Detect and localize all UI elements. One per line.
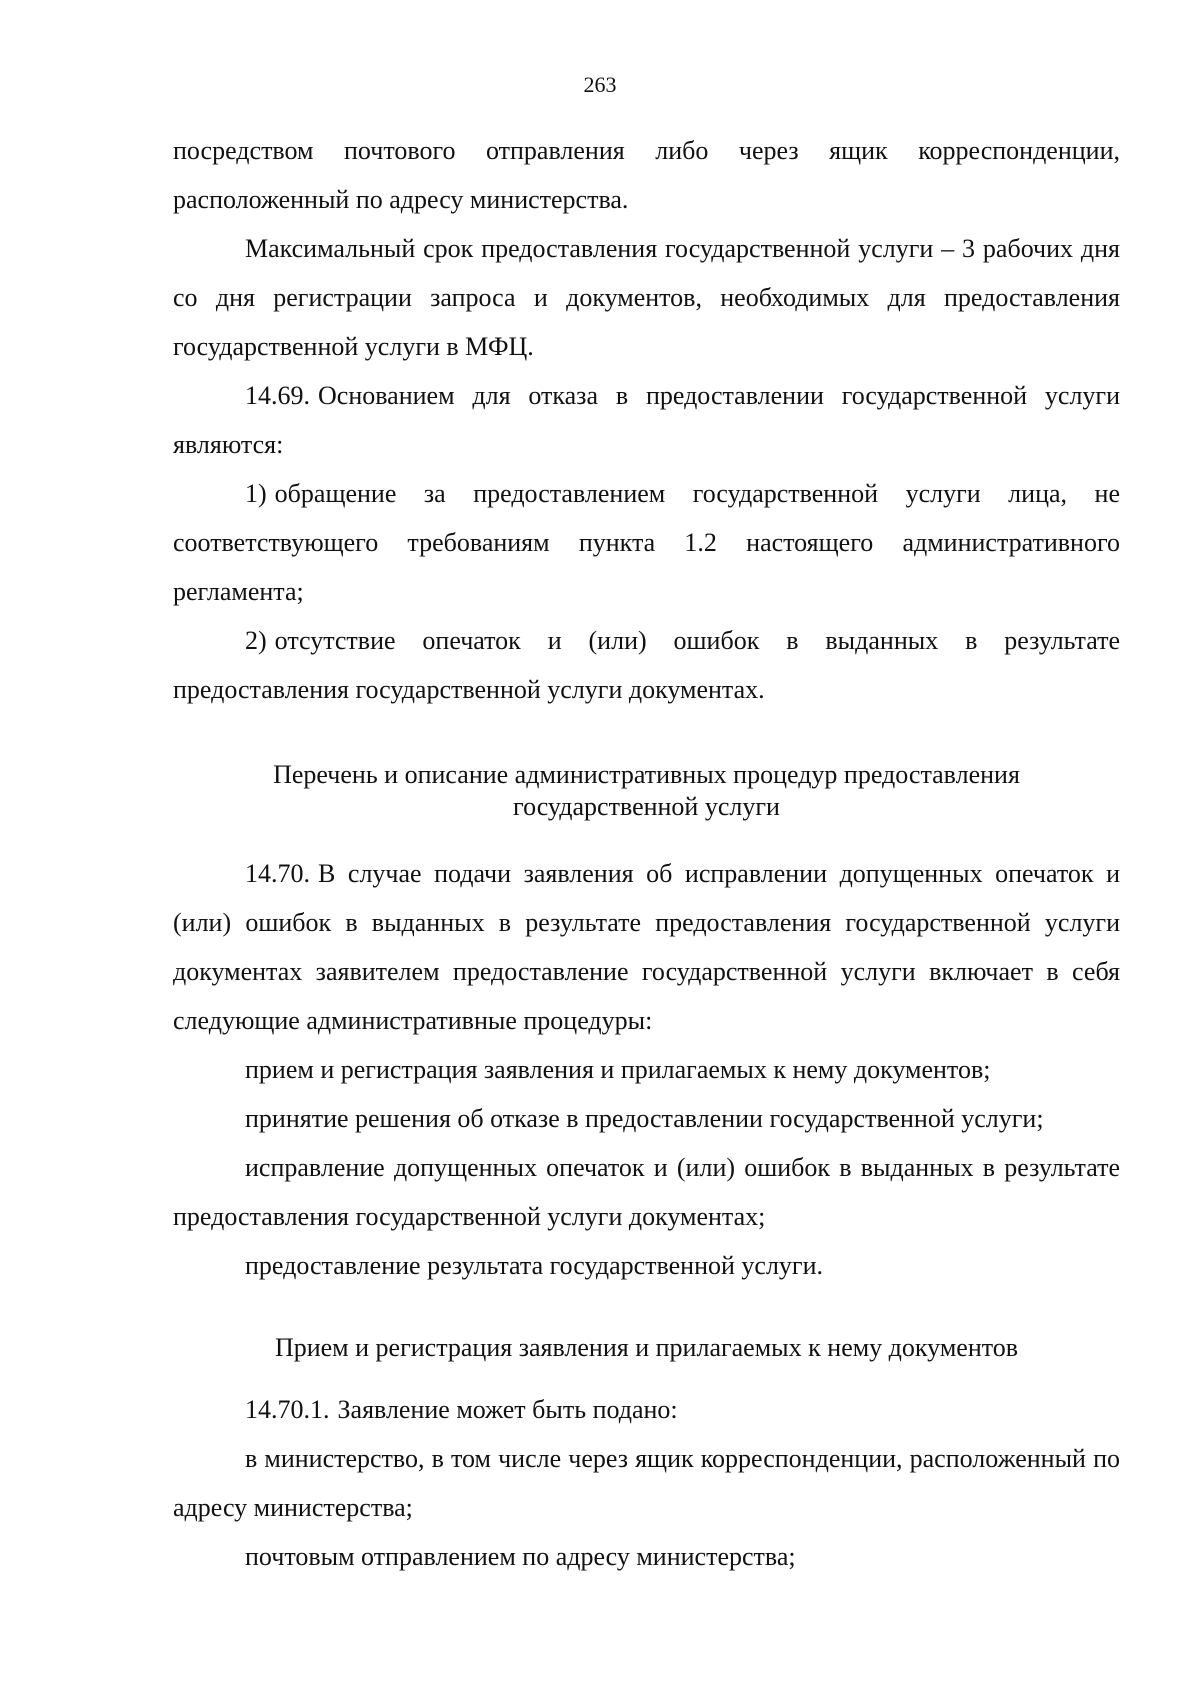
paragraph-postal-delivery: посредством почтового отправления либо через ящик корреспонденции, расположенный по адресу министерства. — [173, 136, 1120, 214]
list-item-procedure: предоставление результата государственной услуги. — [245, 1251, 824, 1280]
clause-text: В случае подачи заявления об исправлении допущенных опечаток и (или) ошибок в выданных в результате предоставления государственной услуги документах заявителем предоставление государственной услуги включает в себя следующие административные процедуры: — [173, 859, 1120, 1035]
list-item-procedure: исправление допущенных опечаток и (или) ошибок в выданных в результате предоставления государственной услуги документах; — [173, 1153, 1120, 1231]
clause-number: 14.70. — [245, 859, 310, 888]
paragraph-refusal-ground-1 — [173, 469, 1120, 616]
paragraph-submission-ministry: в министерство, в том числе через ящик корреспонденции, расположенный по адресу министерства; — [173, 1444, 1120, 1522]
document-body — [173, 126, 1120, 1581]
list-item-procedure: прием и регистрация заявления и прилагаемых к нему документов; — [245, 1055, 991, 1084]
paragraph-submission-post: почтовым отправлением по адресу министерства; — [245, 1542, 796, 1571]
clause-text: Заявление может быть подано: — [337, 1395, 678, 1424]
clause-number: 14.69. — [245, 381, 310, 410]
page-number: 263 — [583, 72, 617, 97]
item-text: отсутствие опечаток и (или) ошибок в выданных в результате предоставления государственной услуги документах. — [173, 626, 1120, 704]
item-number: 2) — [245, 626, 267, 655]
item-text: обращение за предоставлением государственной услуги лица, не соответствующего требованиям пункта 1.2 настоящего административного регламента; — [173, 479, 1120, 606]
clause-number: 14.70.1. — [245, 1395, 330, 1424]
item-number: 1) — [245, 479, 267, 508]
paragraph-refusal-ground-2 — [173, 616, 1120, 714]
paragraph-14-70-1 — [173, 1385, 1120, 1434]
paragraph-max-term: Максимальный срок предоставления государственной услуги – 3 рабочих дня со дня регистрации запроса и документов, необходимых для предоставления государственной услуги в МФЦ. — [173, 234, 1120, 361]
paragraph-14-70 — [173, 849, 1120, 1045]
heading-line-1: Перечень и описание административных процедур предоставления — [273, 760, 1020, 789]
heading-line-2: государственной услуги — [513, 792, 780, 821]
paragraph-14-69 — [173, 371, 1120, 469]
clause-text: Основанием для отказа в предоставлении государственной услуги являются: — [173, 381, 1120, 459]
section-heading-procedures — [173, 759, 1120, 823]
list-item-procedure: принятие решения об отказе в предоставлении государственной услуги; — [245, 1104, 1044, 1133]
section-heading-reception: Прием и регистрация заявления и прилагаемых к нему документов — [274, 1333, 1019, 1362]
